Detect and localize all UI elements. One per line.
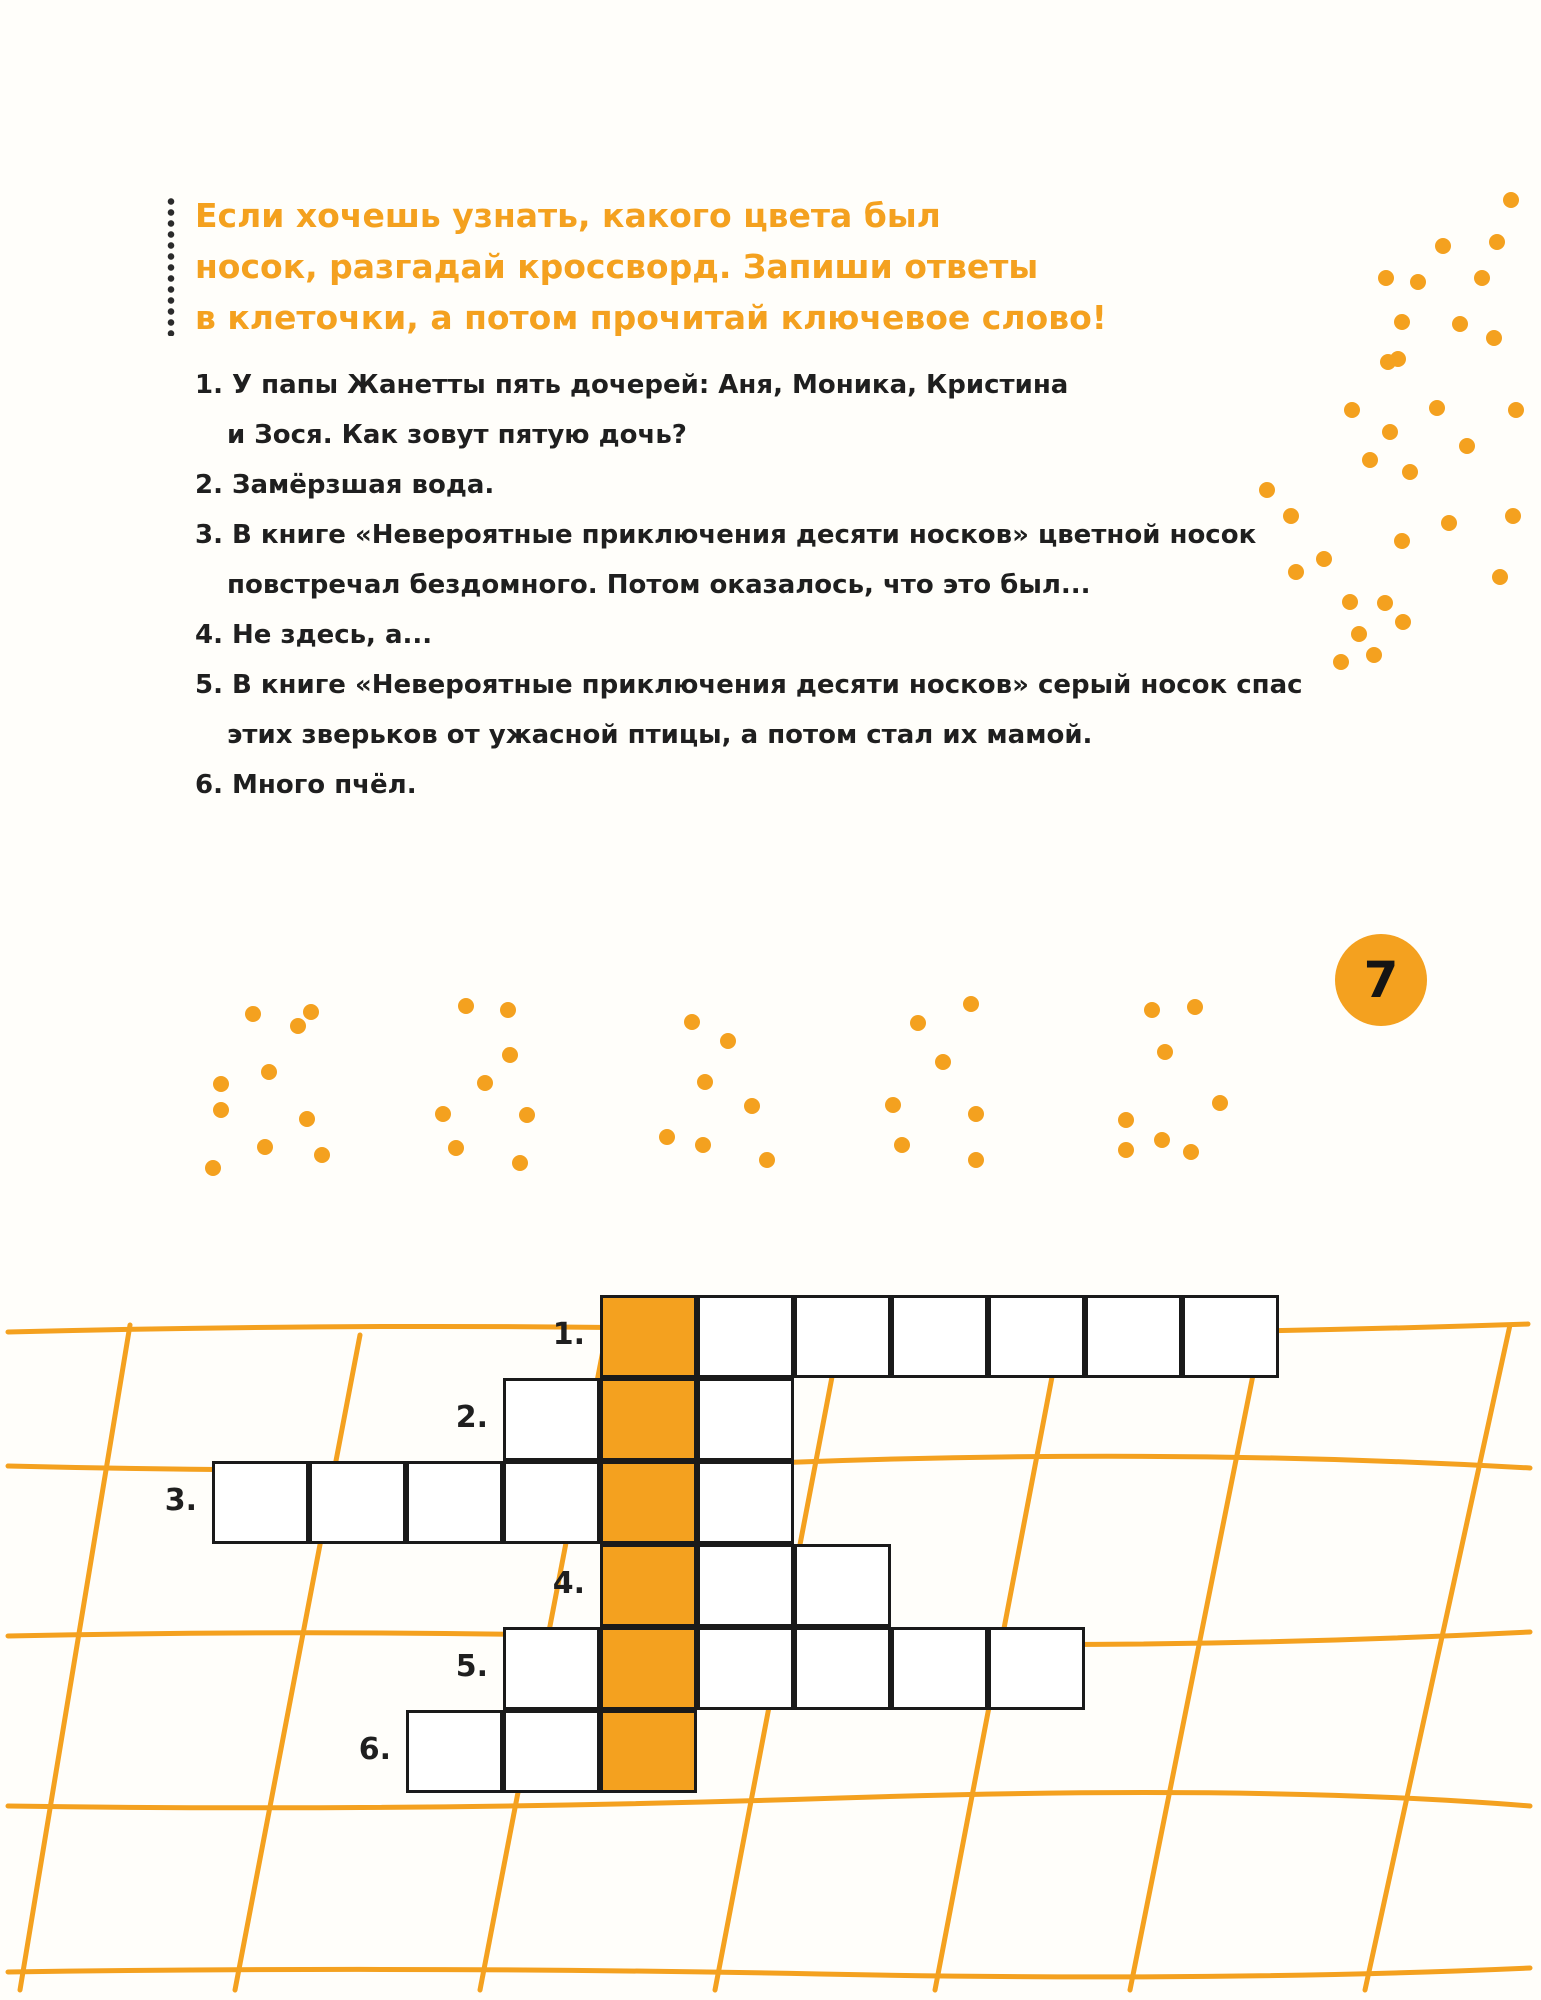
crossword-key-cell[interactable] <box>600 1378 697 1461</box>
decorative-dot <box>1351 626 1367 642</box>
decorative-dot <box>968 1106 984 1122</box>
decorative-dot <box>1459 438 1475 454</box>
decorative-dot <box>1378 270 1394 286</box>
crossword-key-cell[interactable] <box>600 1544 697 1627</box>
crossword-cell[interactable] <box>794 1627 891 1710</box>
decorative-dot <box>1474 270 1490 286</box>
decorative-dot <box>1118 1142 1134 1158</box>
crossword-cell[interactable] <box>891 1627 988 1710</box>
decorative-dot <box>314 1147 330 1163</box>
decorative-dot <box>1333 654 1349 670</box>
question-3 <box>195 510 1315 610</box>
intro-line: в клеточки, а потом прочитай ключевое слово! <box>195 298 1107 337</box>
decorative-dot <box>1492 569 1508 585</box>
crossword-key-cell[interactable] <box>600 1461 697 1544</box>
decorative-dot <box>720 1033 736 1049</box>
crossword-key-cell[interactable] <box>600 1627 697 1710</box>
decorative-dot <box>1402 464 1418 480</box>
decorative-dot <box>910 1015 926 1031</box>
crossword-cell[interactable] <box>406 1461 503 1544</box>
decorative-dot <box>1144 1002 1160 1018</box>
decorative-dot <box>261 1064 277 1080</box>
crossword-key-cell[interactable] <box>600 1295 697 1378</box>
crossword-cell[interactable] <box>309 1461 406 1544</box>
decorative-dot <box>205 1160 221 1176</box>
question-line: этих зверьков от ужасной птицы, а потом стал их мамой. <box>227 720 1093 750</box>
decorative-dot <box>1505 508 1521 524</box>
question-list <box>195 360 1315 810</box>
decorative-dot <box>477 1075 493 1091</box>
decorative-dot <box>963 996 979 1012</box>
decorative-grid-line <box>20 1325 130 1990</box>
question-line: 3. В книге «Невероятные приключения десяти носков» цветной носок <box>195 520 1257 550</box>
crossword-cell[interactable] <box>697 1544 794 1627</box>
decorative-dot <box>1394 314 1410 330</box>
decorative-dot <box>1508 402 1524 418</box>
decorative-dot <box>303 1004 319 1020</box>
crossword-cell[interactable] <box>212 1461 309 1544</box>
crossword-cell[interactable] <box>697 1627 794 1710</box>
decorative-dot <box>500 1002 516 1018</box>
clue-number-label: 4. <box>552 1566 585 1601</box>
crossword-cell[interactable] <box>988 1295 1085 1378</box>
intro-dotted-line <box>167 196 175 336</box>
decorative-dot <box>1394 533 1410 549</box>
question-2 <box>195 460 1315 510</box>
crossword-cell[interactable] <box>891 1295 988 1378</box>
crossword-cell[interactable] <box>503 1627 600 1710</box>
decorative-dot <box>1441 515 1457 531</box>
question-line: 2. Замёрзшая вода. <box>195 470 495 500</box>
decorative-dot <box>1212 1095 1228 1111</box>
decorative-dot <box>935 1054 951 1070</box>
question-line: и Зося. Как зовут пятую дочь? <box>227 420 687 450</box>
decorative-grid-line <box>235 1335 360 1990</box>
decorative-dot <box>290 1018 306 1034</box>
decorative-dot <box>1316 551 1332 567</box>
crossword-cell[interactable] <box>794 1295 891 1378</box>
decorative-dot <box>1429 400 1445 416</box>
decorative-dot <box>512 1155 528 1171</box>
decorative-dot <box>1435 238 1451 254</box>
decorative-dot <box>695 1137 711 1153</box>
crossword-cell[interactable] <box>697 1378 794 1461</box>
decorative-dot <box>1342 594 1358 610</box>
decorative-dot <box>1452 316 1468 332</box>
crossword-cell[interactable] <box>697 1461 794 1544</box>
decorative-dot <box>213 1076 229 1092</box>
decorative-dot <box>502 1047 518 1063</box>
decorative-dot <box>1380 354 1396 370</box>
decorative-dot <box>519 1107 535 1123</box>
decorative-dot <box>759 1152 775 1168</box>
page-number-badge: 7 <box>1335 934 1427 1026</box>
crossword-key-cell[interactable] <box>600 1710 697 1793</box>
decorative-dot <box>458 998 474 1014</box>
decorative-dot <box>684 1014 700 1030</box>
decorative-dot <box>1377 595 1393 611</box>
decorative-dot <box>1362 452 1378 468</box>
question-line: 1. У папы Жанетты пять дочерей: Аня, Моника, Кристина <box>195 370 1069 400</box>
decorative-dot <box>1486 330 1502 346</box>
intro-line: Если хочешь узнать, какого цвета был <box>195 196 941 235</box>
decorative-dot <box>894 1137 910 1153</box>
decorative-dot <box>744 1098 760 1114</box>
decorative-dot <box>1157 1044 1173 1060</box>
decorative-dot <box>1183 1144 1199 1160</box>
decorative-dot <box>1344 402 1360 418</box>
decorative-dot <box>1410 274 1426 290</box>
clue-number-label: 3. <box>164 1483 197 1518</box>
decorative-dot <box>1366 647 1382 663</box>
crossword-cell[interactable] <box>794 1544 891 1627</box>
crossword-cell[interactable] <box>697 1295 794 1378</box>
decorative-grid-line <box>8 1793 1530 1808</box>
decorative-dot <box>697 1074 713 1090</box>
question-line: 6. Много пчёл. <box>195 770 417 800</box>
decorative-dot <box>448 1140 464 1156</box>
decorative-dot <box>1503 192 1519 208</box>
crossword-cell[interactable] <box>503 1710 600 1793</box>
decorative-dot <box>1187 999 1203 1015</box>
question-4 <box>195 610 1315 660</box>
intro-line: носок, разгадай кроссворд. Запиши ответы <box>195 247 1039 286</box>
crossword-cell[interactable] <box>1182 1295 1279 1378</box>
question-1 <box>195 360 1315 460</box>
crossword-cell[interactable] <box>988 1627 1085 1710</box>
decorative-grid-line <box>1130 1330 1262 1990</box>
decorative-dot <box>1395 614 1411 630</box>
decorative-dot <box>1118 1112 1134 1128</box>
decorative-dot <box>299 1111 315 1127</box>
clue-number-label: 2. <box>455 1400 488 1435</box>
intro-text <box>195 190 1135 343</box>
crossword-cell[interactable] <box>1085 1295 1182 1378</box>
decorative-dot <box>257 1139 273 1155</box>
decorative-dot <box>435 1106 451 1122</box>
decorative-dot <box>213 1102 229 1118</box>
decorative-dot <box>659 1129 675 1145</box>
decorative-dot <box>1382 424 1398 440</box>
question-line: повстречал бездомного. Потом оказалось, что это был... <box>227 570 1091 600</box>
decorative-dot <box>1154 1132 1170 1148</box>
clue-number-label: 5. <box>455 1649 488 1684</box>
question-line: 4. Не здесь, а... <box>195 620 433 650</box>
clue-number-label: 1. <box>552 1317 585 1352</box>
decorative-dot <box>968 1152 984 1168</box>
decorative-grid-line <box>1365 1325 1510 1990</box>
decorative-dot <box>885 1097 901 1113</box>
crossword-cell[interactable] <box>503 1461 600 1544</box>
question-5 <box>195 660 1315 760</box>
decorative-dot <box>245 1006 261 1022</box>
decorative-dot <box>1489 234 1505 250</box>
crossword-cell[interactable] <box>503 1378 600 1461</box>
crossword-cell[interactable] <box>406 1710 503 1793</box>
clue-number-label: 6. <box>358 1732 391 1767</box>
question-line: 5. В книге «Невероятные приключения десяти носков» серый носок спас <box>195 670 1303 700</box>
question-6 <box>195 760 1315 810</box>
